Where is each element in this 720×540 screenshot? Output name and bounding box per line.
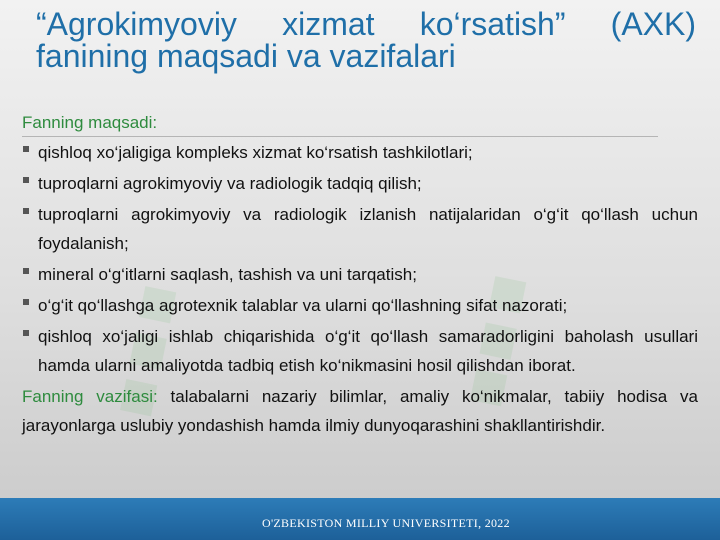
footer-bar [0, 498, 720, 540]
list-item [22, 138, 698, 167]
list-item [22, 322, 698, 380]
list-item [22, 169, 698, 198]
tasks-label: Fanning vazifasi: [22, 387, 158, 406]
list-item-text: qishloq xo‘jaligi ishlab chiqarishida o‘g‘it qo‘llash samaradorligini baholash usullari hamda ularni amaliyotda tadbiq etish ko‘nikmasini hosil qilishdan iborat. [38, 327, 698, 375]
purpose-list [22, 138, 698, 380]
square-bullet-icon [23, 208, 29, 214]
square-bullet-icon [23, 177, 29, 183]
list-item-text: tuproqlarni agrokimyoviy va radiologik izlanish natijalaridan o‘g‘it qo‘llash uchun foydalanish; [38, 205, 698, 253]
list-item-text: qishloq xo‘jaligiga kompleks xizmat ko‘rsatish tashkilotlari; [38, 143, 473, 162]
list-item [22, 260, 698, 289]
slide-title-line-2: fanining maqsadi va vazifalari [36, 38, 456, 74]
slide-title [36, 8, 696, 72]
square-bullet-icon [23, 268, 29, 274]
slide-content [22, 108, 698, 440]
footer-text: O'ZBEKISTON MILLIY UNIVERSITETI, 2022 [262, 516, 510, 530]
list-item [22, 200, 698, 258]
list-item-text: tuproqlarni agrokimyoviy va radiologik tadqiq qilish; [38, 174, 422, 193]
list-item-text: mineral o‘g‘itlarni saqlash, tashish va uni tarqatish; [38, 265, 417, 284]
list-item [22, 291, 698, 320]
purpose-heading [22, 108, 698, 138]
slide-title-line-1: “Agrokimyoviy xizmat ko‘rsatish” (AXK) [36, 6, 696, 42]
square-bullet-icon [23, 146, 29, 152]
square-bullet-icon [23, 330, 29, 336]
purpose-colon: : [152, 113, 158, 132]
list-item-text: o‘g‘it qo‘llashga agrotexnik talablar va ularni qo‘llashning sifat nazorati; [38, 296, 568, 315]
tasks-paragraph [22, 382, 698, 440]
tasks-text: talabalarni nazariy bilimlar, amaliy ko‘nikmalar, tabiiy hodisa va jarayonlarga uslubiy yondashish hamda ilmiy dunyoqarashini shakllantirishdir. [22, 387, 698, 435]
square-bullet-icon [23, 299, 29, 305]
purpose-label: Fanning maqsadi [22, 113, 153, 132]
